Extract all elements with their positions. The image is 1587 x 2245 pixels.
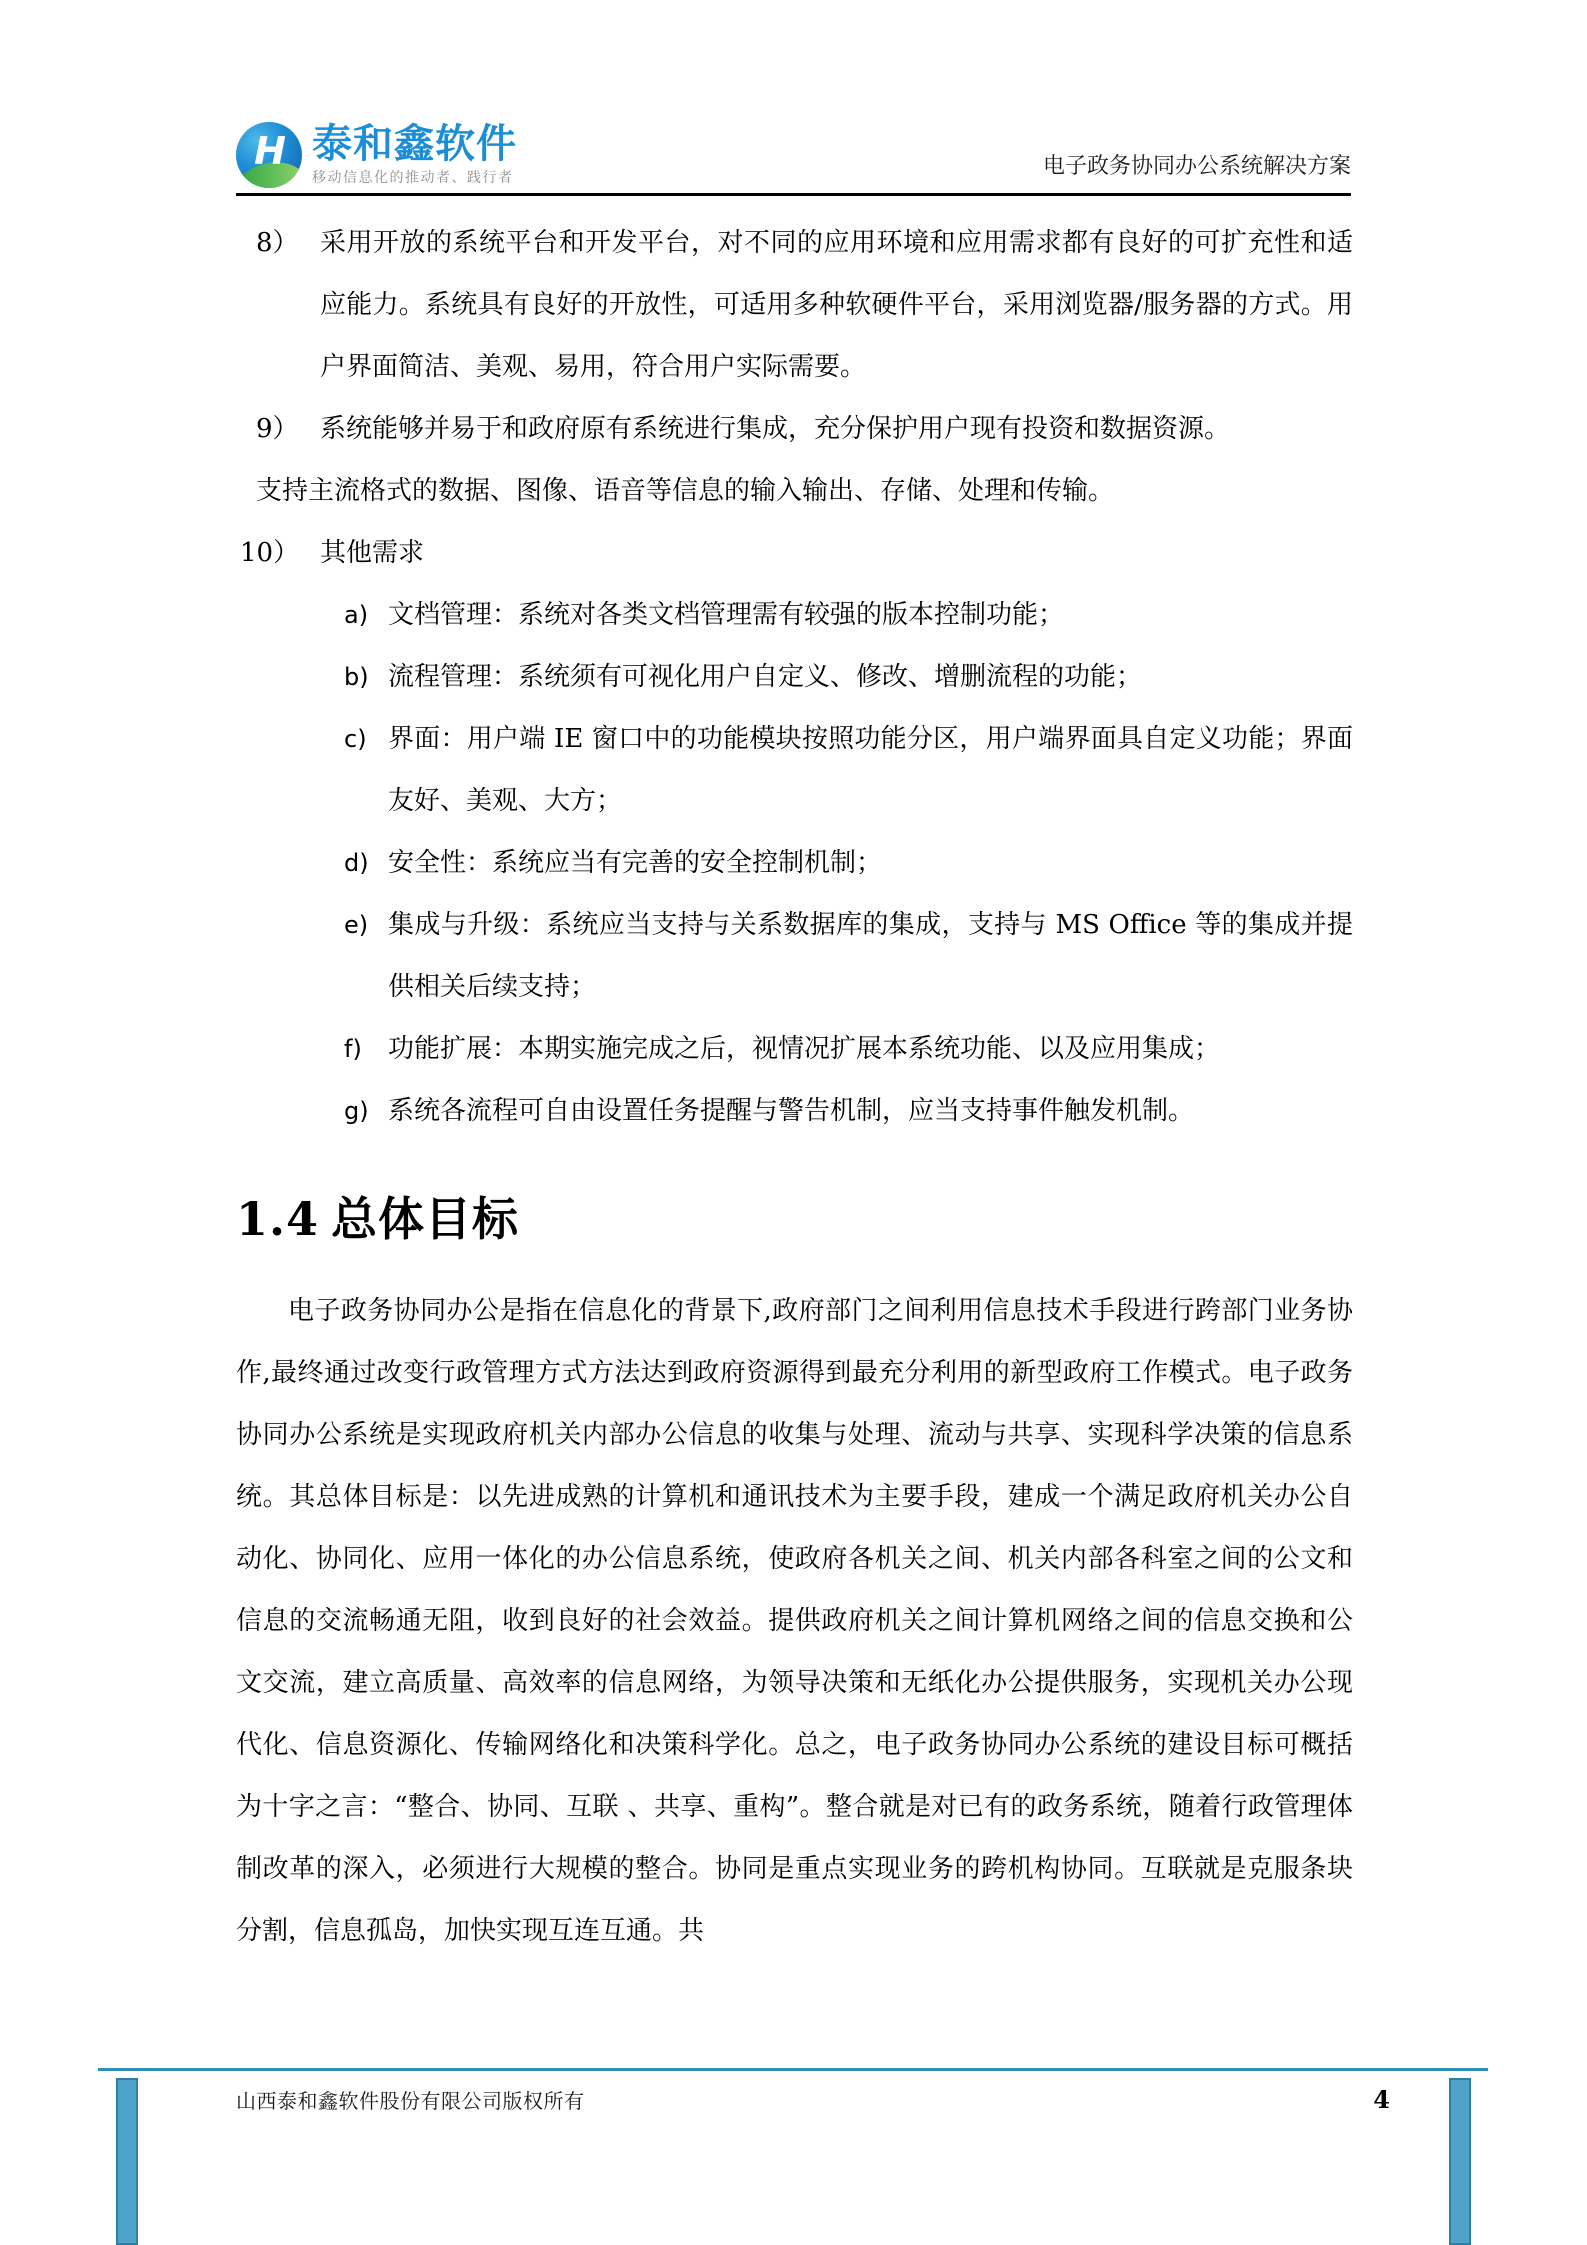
list-item	[236, 832, 1353, 894]
sub-item-d-text: 安全性：系统应当有完善的安全控制机制；	[388, 848, 883, 878]
footer-decoration-left	[116, 2078, 138, 2245]
page-header	[236, 96, 1351, 188]
numbered-item-10-marker: 10）	[240, 538, 300, 568]
list-item	[236, 1018, 1353, 1080]
header-document-title: 电子政务协同办公系统解决方案	[1042, 154, 1351, 179]
sub-item-e-marker: e)	[344, 911, 369, 939]
numbered-item-8-text: 采用开放的系统平台和开发平台，对不同的应用环境和应用需求都有良好的可扩充性和适应能力。系统具有良好的开放性，可适用多种软硬件平台，采用浏览器/服务器的方式。用户界面简洁、美观、易用，符合用户实际需要。	[320, 228, 1353, 382]
footer-copyright: 山西泰和鑫软件股份有限公司版权所有	[236, 2089, 585, 2113]
numbered-item-8	[236, 212, 1353, 398]
sub-item-f-text: 功能扩展：本期实施完成之后，视情况扩展本系统功能、以及应用集成；	[388, 1034, 1221, 1064]
sub-item-e-text: 集成与升级：系统应当支持与关系数据库的集成，支持与 MS Office 等的集成并提供相关后续支持；	[388, 910, 1353, 1002]
sub-item-b-marker: b)	[344, 663, 369, 691]
list-item	[236, 894, 1353, 1018]
sub-item-b-text: 流程管理：系统须有可视化用户自定义、修改、增删流程的功能；	[388, 662, 1143, 692]
numbered-item-9-marker: 9）	[256, 414, 299, 444]
numbered-item-8-marker: 8）	[256, 228, 299, 258]
logo-text-block	[312, 121, 517, 188]
footer-divider	[98, 2068, 1488, 2071]
sub-item-g-text: 系统各流程可自由设置任务提醒与警告机制，应当支持事件触发机制。	[388, 1096, 1195, 1126]
footer-decoration-right	[1449, 2078, 1471, 2245]
sub-item-g-marker: g)	[344, 1097, 369, 1125]
document-content	[236, 212, 1353, 1962]
section-title: 总体目标	[331, 1192, 520, 1246]
numbered-item-9-text: 系统能够并易于和政府原有系统进行集成，充分保护用户现有投资和数据资源。	[320, 414, 1231, 444]
sub-item-a-text: 文档管理：系统对各类文档管理需有较强的版本控制功能；	[388, 600, 1065, 630]
list-item	[236, 1080, 1353, 1142]
sub-item-d-marker: d)	[344, 849, 369, 877]
logo-monogram: H	[254, 129, 284, 173]
numbered-item-10	[236, 522, 1353, 584]
list-item	[236, 584, 1353, 646]
sub-item-a-marker: a)	[344, 601, 369, 629]
sub-item-f-marker: f)	[344, 1035, 362, 1063]
standalone-paragraph: 支持主流格式的数据、图像、语音等信息的输入输出、存储、处理和传输。	[256, 476, 1115, 506]
logo-globe-icon	[236, 122, 302, 188]
sub-requirements-list	[236, 584, 1353, 1142]
company-tagline: 移动信息化的推动者、践行者	[312, 170, 514, 186]
page-number: 4	[1373, 2085, 1390, 2114]
company-logo	[236, 96, 517, 188]
sub-item-c-text: 界面：用户端 IE 窗口中的功能模块按照功能分区，用户端界面具自定义功能；界面友好、美观、大方；	[388, 724, 1353, 816]
header-divider	[236, 193, 1351, 196]
numbered-item-9	[236, 398, 1353, 460]
sub-item-c-marker: c)	[344, 725, 367, 753]
list-item	[236, 646, 1353, 708]
section-number: 1.4	[236, 1192, 320, 1246]
numbered-item-10-text: 其他需求	[320, 538, 425, 568]
section-body-paragraph: 电子政务协同办公是指在信息化的背景下,政府部门之间利用信息技术手段进行跨部门业务协作,最终通过改变行政管理方式方法达到政府资源得到最充分利用的新型政府工作模式。电子政务协同办公系统是实现政府机关内部办公信息的收集与处理、流动与共享、实现科学决策的信息系统。其总体目标是：以先进成熟的计算机和通讯技术为主要手段，建成一个满足政府机关办公自动化、协同化、应用一体化的办公信息系统，使政府各机关之间、机关内部各科室之间的公文和信息的交流畅通无阻，收到良好的社会效益。提供政府机关之间计算机网络之间的信息交换和公文交流，建立高质量、高效率的信息网络，为领导决策和无纸化办公提供服务，实现机关办公现代化、信息资源化、传输网络化和决策科学化。总之，电子政务协同办公系统的建设目标可概括为十字之言：“整合、协同、互联 、共享、重构”。整合就是对已有的政务系统，随着行政管理体制改革的深入，必须进行大规模的整合。协同是重点实现业务的跨机构协同。互联就是克服条块分割，信息孤岛，加快实现互连互通。共	[236, 1296, 1353, 1946]
list-item	[236, 708, 1353, 832]
company-name: 泰和鑫软件	[312, 121, 517, 167]
page-title	[236, 1176, 1353, 1262]
